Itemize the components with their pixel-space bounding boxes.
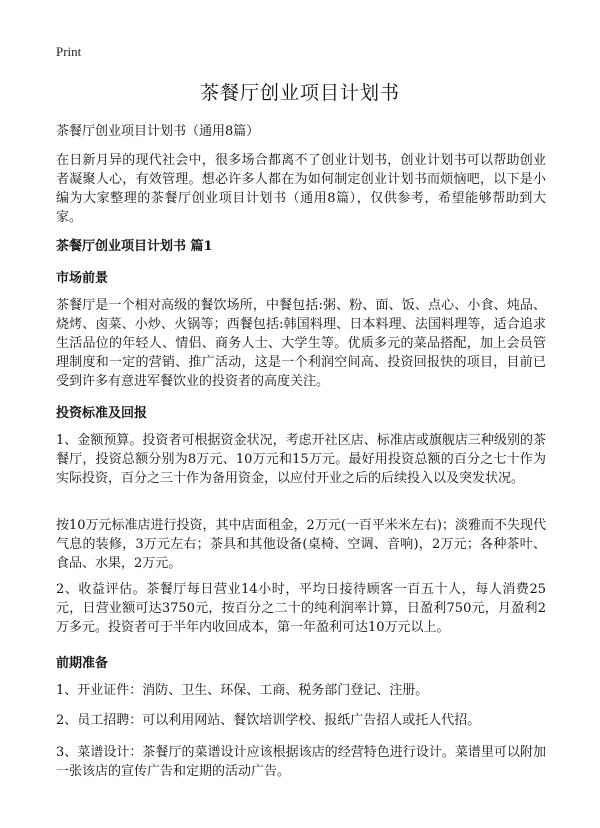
invest-paragraph-1: 1、金额预算。投资者可根据资金状况，考虑开社区店、标准店或旗舰店三种级别的茶餐厅，投资总额分别为8万元、10万元和15万元。最好用投资总额的百分之七十作为实际投资，百分之三十作为备用资金，以应付开业之后的后续投入以及突发状况。 <box>56 433 546 486</box>
invest-heading: 投资标准及回报 <box>56 406 148 421</box>
document-subtitle: 茶餐厅创业项目计划书（通用8篇） <box>56 124 260 139</box>
market-heading: 市场前景 <box>56 271 109 286</box>
invest-paragraph-2: 按10万元标准店进行投资，其中店面租金，2万元(一百平米米左右)；淡雅而不失现代气息的装修，3万元左右；茶具和其他设备(桌椅、空调、音响)，2万元；各种茶叶、食品、水果，2万元。 <box>56 518 546 571</box>
invest-paragraph-3: 2、收益评估。茶餐厅每日营业14小时，平均日接待顾客一百五十人，每人消费25元，日营业额可达3750元，按百分之二十的纯利润率计算，日盈利750元，月盈利2万多元。投资者可于半年内收回成本，第一年盈利可达10万元以上。 <box>56 582 546 635</box>
prep-heading: 前期准备 <box>56 656 109 671</box>
intro-paragraph: 在日新月异的现代社会中，很多场合都离不了创业计划书，创业计划书可以帮助创业者凝聚人心，有效管理。想必许多人都在为如何制定创业计划书而烦恼吧，以下是小编为大家整理的茶餐厅创业项目计划书（通用8篇），仅供参考，希望能够帮助到大家。 <box>56 153 546 225</box>
print-link[interactable]: Print <box>56 44 82 59</box>
section-title: 茶餐厅创业项目计划书 篇1 <box>56 239 213 254</box>
prep-paragraph-2: 2、员工招聘：可以利用网站、餐饮培训学校、报纸广告招人或托人代招。 <box>56 713 481 728</box>
prep-paragraph-1: 1、开业证件：消防、卫生、环保、工商、税务部门登记、注册。 <box>56 683 429 698</box>
market-paragraph: 茶餐厅是一个相对高级的餐饮场所，中餐包括:粥、粉、面、饭、点心、小食、炖品、烧烤、卤菜、小炒、火锅等；西餐包括:韩国料理、日本料理、法国料理等，适合追求生活品位的年轻人、情侣、商务人士、大学生等。优质多元的菜品搭配，加上会员管理制度和一定的营销、推广活动，这是一个利润空间高、投资回报快的项目，目前已受到许多有意进军餐饮业的投资者的高度关注。 <box>56 298 546 389</box>
page-title: 茶餐厅创业项目计划书 <box>199 82 400 104</box>
prep-paragraph-3: 3、菜谱设计：茶餐厅的菜谱设计应该根据该店的经营特色进行设计。菜谱里可以附加一张该店的宣传广告和定期的活动广告。 <box>56 745 546 779</box>
